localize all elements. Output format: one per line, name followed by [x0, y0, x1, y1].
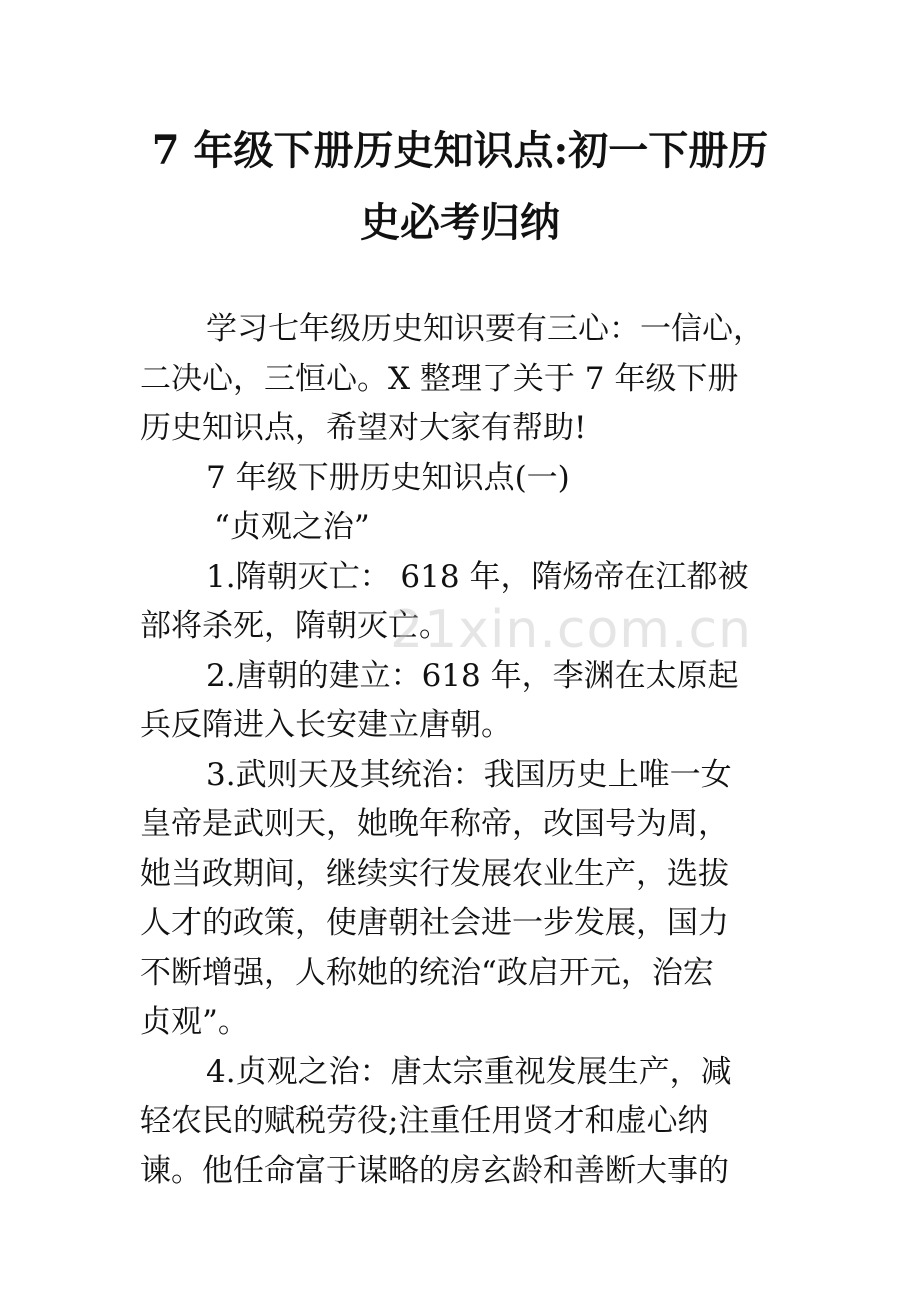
paragraph-line: 轻农民的赋税劳役;注重任用贤才和虚心纳	[140, 1103, 709, 1139]
paragraph-line: 不断增强，人称她的统治“政启开元，治宏	[140, 954, 714, 991]
title-line-2: 史必考归纳	[360, 199, 560, 246]
paragraph-line: 谏。他任命富于谋略的房玄龄和善断大事的	[140, 1152, 729, 1189]
paragraph-line: 3.武则天及其统治：我国历史上唯一女	[206, 756, 732, 793]
paragraph-line: 皇帝是武则天，她晚年称帝，改国号为周，	[140, 806, 729, 842]
paragraph-line: 2.唐朝的建立：618 年，李渊在太原起	[206, 657, 739, 694]
paragraph-line: 人才的政策，使唐朝社会进一步发展，国力	[140, 905, 729, 941]
paragraph-line: 4.贞观之治：唐太宗重视发展生产，减	[206, 1053, 732, 1090]
paragraph-line: 学习七年级历史知识要有三心：一信心，	[206, 311, 764, 347]
paragraph-line: 二决心，三恒心。X 整理了关于 7 年级下册	[140, 360, 739, 397]
watermark: 21xin.com.cn	[390, 600, 753, 660]
paragraph-line: 部将杀死，隋朝灭亡。	[140, 608, 450, 644]
section-subheading: “贞观之治”	[214, 509, 370, 545]
paragraph-line: 1.隋朝灭亡： 618 年，隋炀帝在江都被	[206, 558, 749, 595]
paragraph-line: 她当政期间，继续实行发展农业生产，选拔	[140, 855, 729, 892]
title-line-1: 7 年级下册历史知识点:初一下册历	[151, 127, 769, 174]
paragraph-line: 历史知识点，希望对大家有帮助!	[140, 410, 587, 446]
paragraph-line: 贞观”。	[140, 1004, 249, 1040]
section-heading: 7 年级下册历史知识点(一)	[206, 459, 570, 496]
document-body	[140, 305, 780, 1196]
paragraph-line: 兵反隋进入长安建立唐朝。	[140, 707, 512, 743]
